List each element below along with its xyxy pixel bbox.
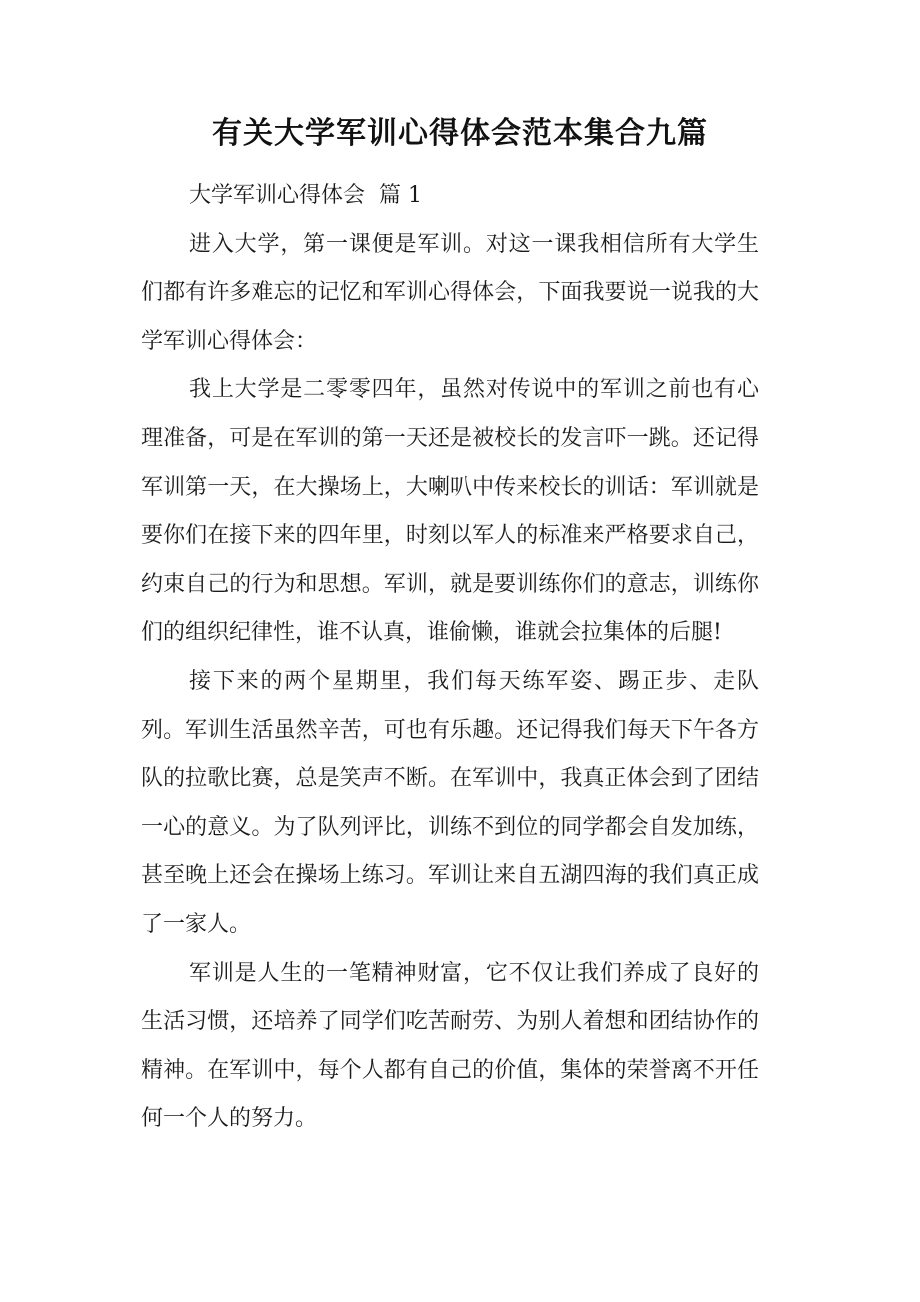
paragraph-conclusion: 军训是人生的一笔精神财富，它不仅让我们养成了良好的生活习惯，还培养了同学们吃苦耐劳、为别人着想和团结协作的精神。在军训中，每个人都有自己的价值，集体的荣誉离不开任何一个人的努力。 [141,960,759,1132]
section-heading [141,172,759,221]
paragraph-first-day: 我上大学是二零零四年，虽然对传说中的军训之前也有心理准备，可是在军训的第一天还是被校长的发言吓一跳。还记得军训第一天，在大操场上，大喇叭中传来校长的训话：军训就是要你们在接下来的四年里，时刻以军人的标准来严格要求自己，约束自己的行为和思想。军训，就是要训练你们的意志，训练你们的组织纪律性，谁不认真，谁偷懒，谁就会拉集体的后腿! [141,377,759,646]
document-body [141,172,759,1144]
paragraph-training-life: 接下来的两个星期里，我们每天练军姿、踢正步、走队列。军训生活虽然辛苦，可也有乐趣。还记得我们每天下午各方队的拉歌比赛，总是笑声不断。在军训中，我真正体会到了团结一心的意义。为了队列评比，训练不到位的同学都会自发加练，甚至晚上还会在操场上练习。军训让来自五湖四海的我们真正成了一家人。 [141,668,759,937]
section-heading-text: 大学军训心得体会 [189,183,366,208]
paragraph-intro: 进入大学，第一课便是军训。对这一课我相信所有大学生们都有许多难忘的记忆和军训心得体会，下面我要说一说我的大学军训心得体会： [141,231,759,354]
section-number: 篇 1 [379,183,423,208]
document-title: 有关大学军训心得体会范本集合九篇 [212,116,708,151]
